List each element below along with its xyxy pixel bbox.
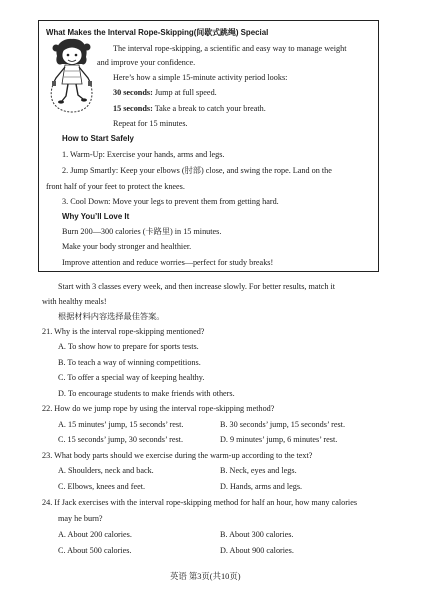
repeat-line: Repeat for 15 minutes. <box>113 119 188 128</box>
step-1-duration: 30 seconds: <box>113 88 153 97</box>
step-1 <box>113 88 217 98</box>
question-22-stem: 22. How do we jump rope by using the interval rope-skipping method? <box>42 404 275 413</box>
after-box-line-2: with healthy meals! <box>42 297 107 306</box>
question-22-option-d[interactable]: D. 9 minutes’ jump, 6 minutes’ rest. <box>220 435 338 444</box>
benefit-1: Burn 200—300 calories (卡路里) in 15 minutes. <box>62 227 222 236</box>
heading-start-safely: How to Start Safely <box>62 134 134 143</box>
question-23-option-c[interactable]: C. Elbows, knees and feet. <box>58 482 146 491</box>
safety-step-2-line-2: front half of your feet to protect the knees. <box>46 182 185 191</box>
question-23-option-b[interactable]: B. Neck, eyes and legs. <box>220 466 297 475</box>
question-24-stem-line-2: may he burn? <box>58 514 103 523</box>
question-23-option-a[interactable]: A. Shoulders, neck and back. <box>58 466 154 475</box>
question-21-option-b[interactable]: B. To teach a way of winning competitions. <box>58 358 201 367</box>
intro-line-2: and improve your confidence. <box>97 58 196 67</box>
question-24-option-a[interactable]: A. About 200 calories. <box>58 530 132 539</box>
step-2 <box>113 104 266 114</box>
page-footer: 英语 第3页(共10页) <box>170 572 241 581</box>
question-24-option-b[interactable]: B. About 300 calories. <box>220 530 294 539</box>
rope-skipping-girl-illustration <box>44 38 98 114</box>
question-21-option-a[interactable]: A. To show how to prepare for sports tests. <box>58 342 199 351</box>
question-21-stem: 21. Why is the interval rope-skipping mentioned? <box>42 327 205 336</box>
safety-step-2-line-1: 2. Jump Smartly: Keep your elbows (肘部) close, and swing the rope. Land on the <box>62 166 332 175</box>
step-1-text: Jump at full speed. <box>152 88 217 97</box>
question-24-option-d[interactable]: D. About 900 calories. <box>220 546 294 555</box>
intro-line-1: The interval rope-skipping, a scientific and easy way to manage weight <box>113 44 347 53</box>
step-2-duration: 15 seconds: <box>113 104 153 113</box>
question-22-option-b[interactable]: B. 30 seconds’ jump, 15 seconds’ rest. <box>220 420 345 429</box>
question-23-option-d[interactable]: D. Hands, arms and legs. <box>220 482 303 491</box>
question-24-stem-line-1: 24. If Jack exercises with the interval rope-skipping method for half an hour, how many calories <box>42 498 358 507</box>
safety-step-1: 1. Warm-Up: Exercise your hands, arms and legs. <box>62 150 225 159</box>
safety-step-3: 3. Cool Down: Move your legs to prevent them from getting hard. <box>62 197 279 206</box>
question-21-option-d[interactable]: D. To encourage students to make friends with others. <box>58 389 235 398</box>
instruction: 根据材料内容选择最佳答案。 <box>58 312 165 321</box>
passage-title: What Makes the Interval Rope-Skipping(间歇式跳绳) Special <box>46 28 269 37</box>
question-22-option-a[interactable]: A. 15 minutes’ jump, 15 seconds’ rest. <box>58 420 184 429</box>
question-23-stem: 23. What body parts should we exercise during the warm-up according to the text? <box>42 451 313 460</box>
benefit-3: Improve attention and reduce worries—perfect for study breaks! <box>62 258 274 267</box>
question-22-option-c[interactable]: C. 15 seconds’ jump, 30 seconds’ rest. <box>58 435 183 444</box>
benefit-2: Make your body stronger and healthier. <box>62 242 192 251</box>
after-box-line-1: Start with 3 classes every week, and then increase slowly. For better results, match it <box>58 282 336 291</box>
step-2-text: Take a break to catch your breath. <box>152 104 266 113</box>
question-21-option-c[interactable]: C. To offer a special way of keeping healthy. <box>58 373 205 382</box>
heading-love-it: Why You’ll Love It <box>62 212 130 221</box>
question-24-option-c[interactable]: C. About 500 calories. <box>58 546 132 555</box>
intro-line-3: Here’s how a simple 15-minute activity period looks: <box>113 73 288 82</box>
